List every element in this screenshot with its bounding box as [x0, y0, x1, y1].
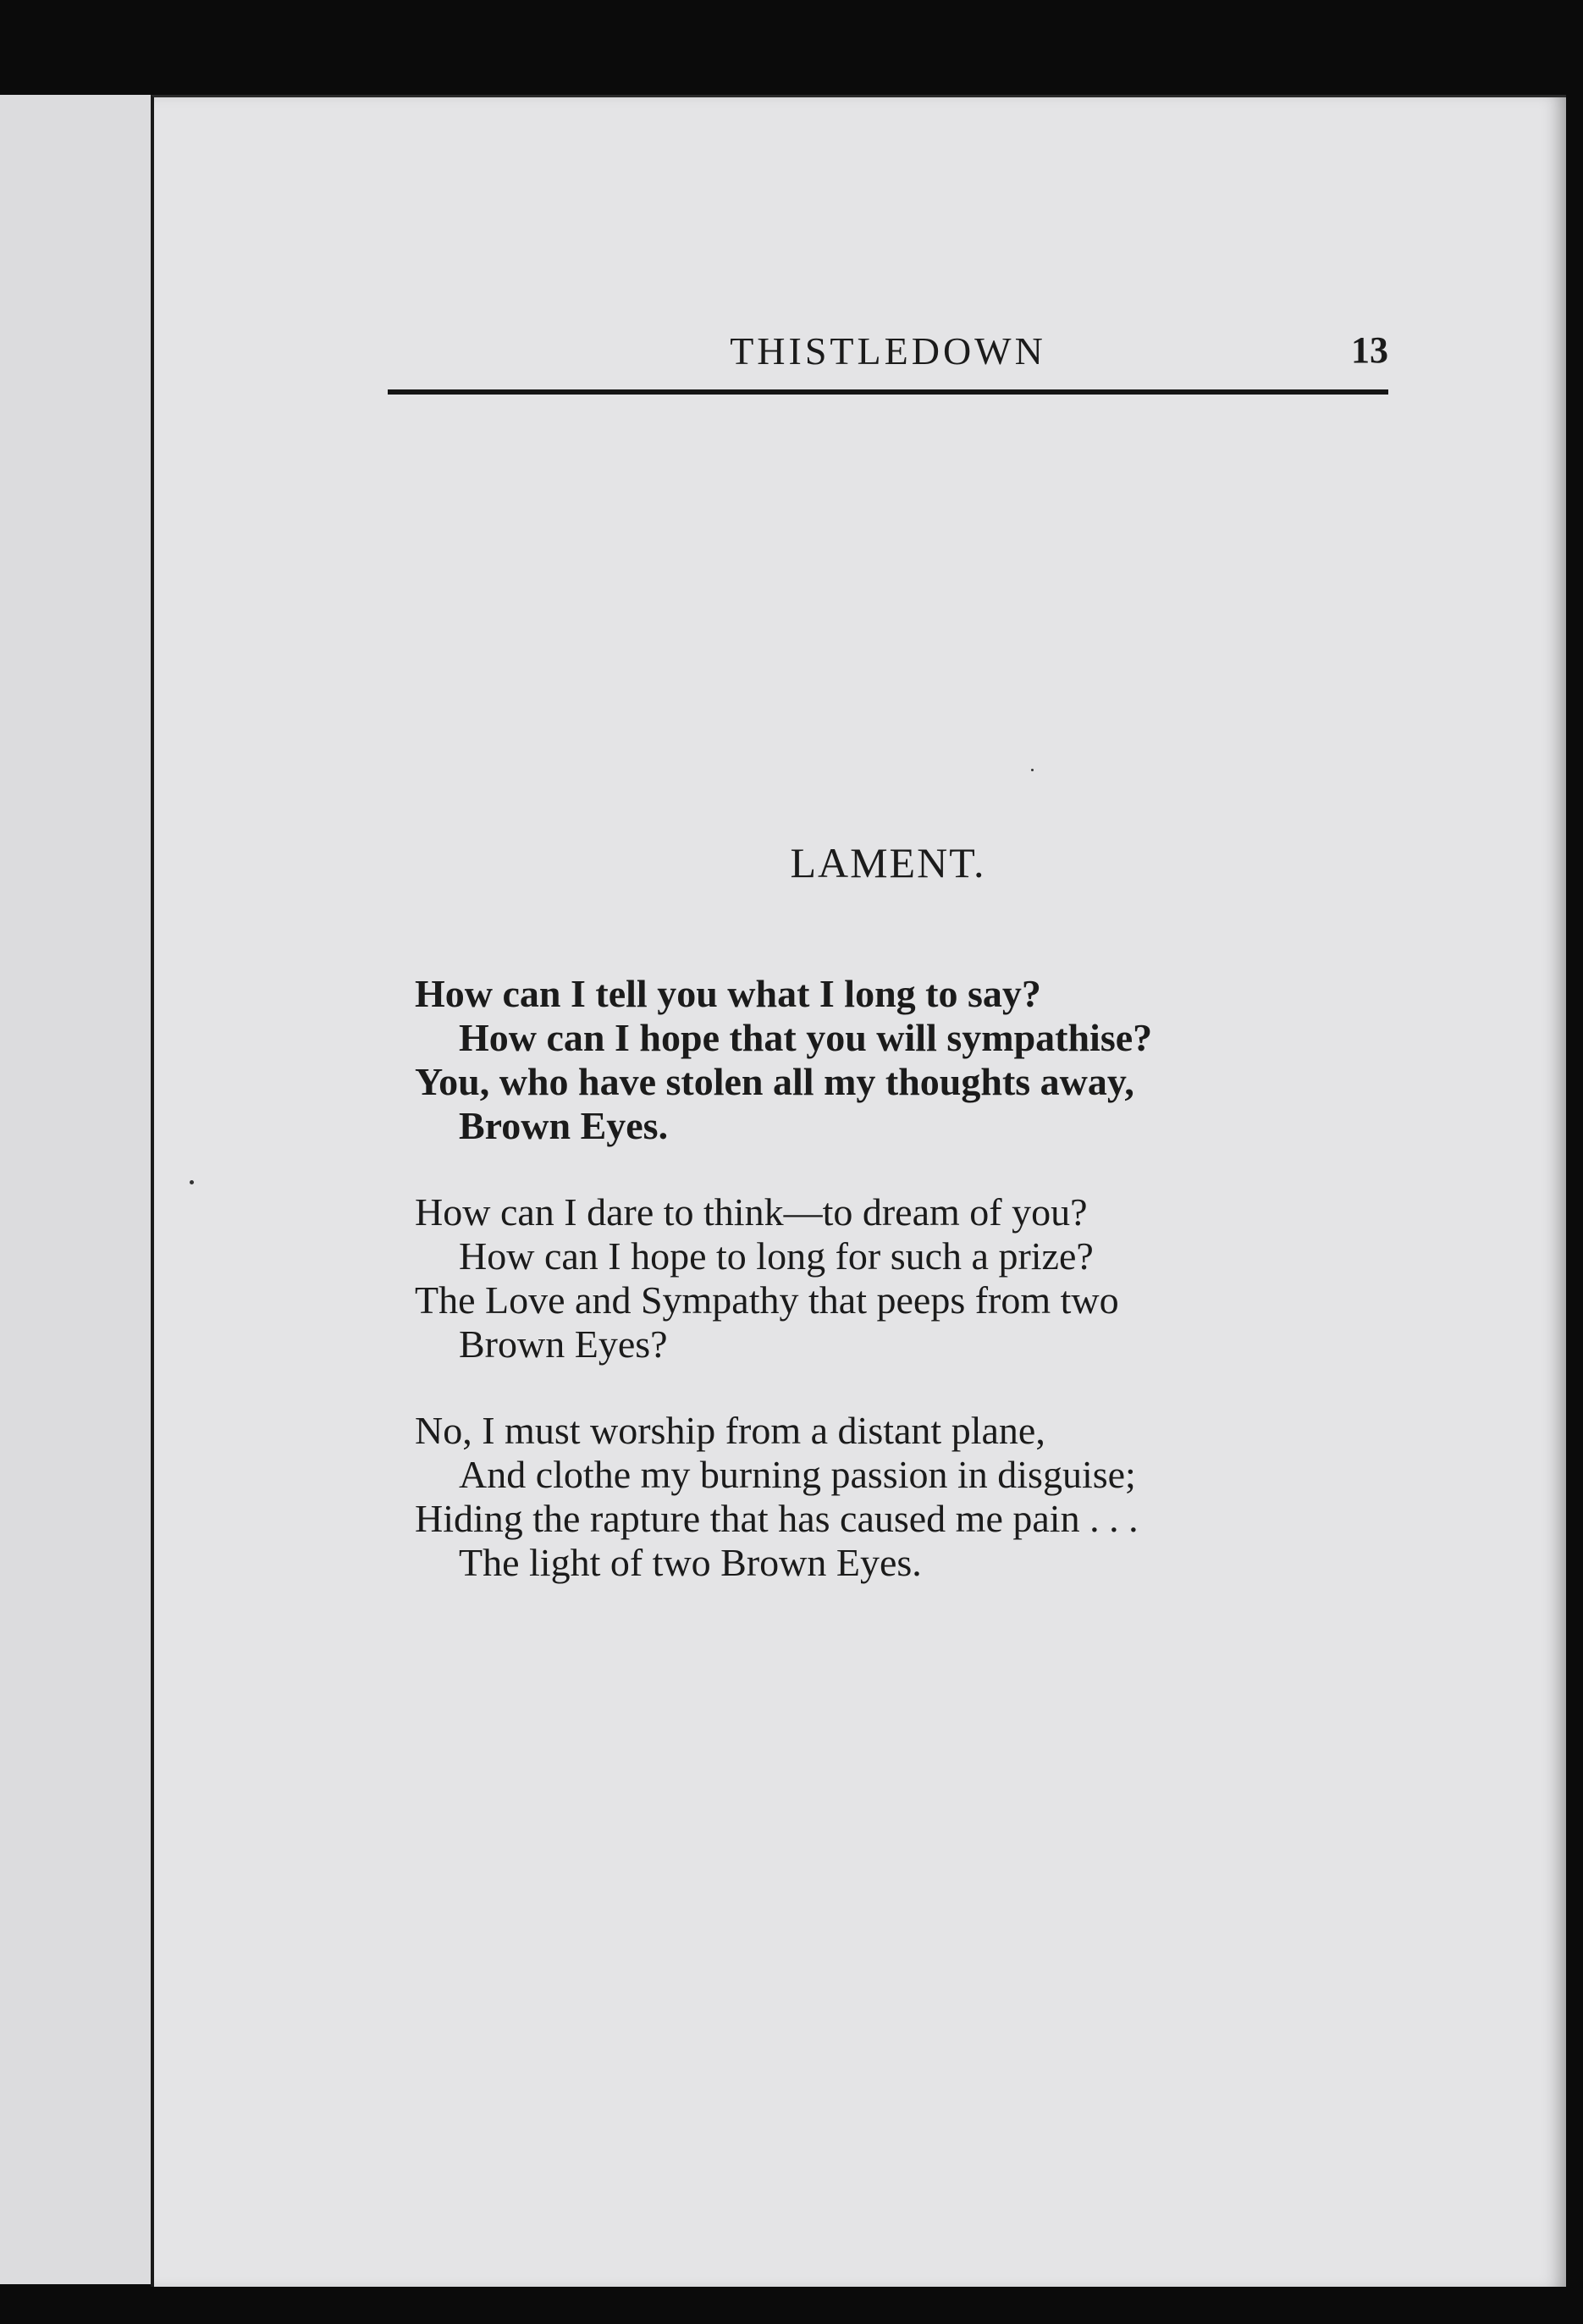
running-head	[388, 328, 1388, 379]
stanza-1	[415, 972, 1388, 1148]
poem-line: Brown Eyes?	[459, 1322, 668, 1366]
poem-line: How can I tell you what I long to say?	[415, 972, 1041, 1015]
poem-line: No, I must worship from a distant plane,	[415, 1409, 1045, 1452]
header-rule	[388, 389, 1388, 395]
poem-line: How can I dare to think—to dream of you?	[415, 1190, 1088, 1234]
scan-speck	[1031, 769, 1034, 771]
scan-speck	[190, 1180, 194, 1184]
running-title: THISTLEDOWN	[730, 329, 1046, 373]
facing-page-edge	[0, 95, 151, 2284]
stanza-2	[415, 1190, 1388, 1366]
poem-line: How can I hope that you will sympathise?	[459, 1016, 1153, 1059]
poem-line: Brown Eyes.	[459, 1104, 669, 1147]
poem-line: How can I hope to long for such a prize?	[459, 1234, 1094, 1278]
poem-line: You, who have stolen all my thoughts away,	[415, 1060, 1134, 1103]
poem-line: The light of two Brown Eyes.	[459, 1541, 922, 1584]
poem-body	[415, 972, 1388, 1627]
stanza-3	[415, 1409, 1388, 1585]
poem-line: Hiding the rapture that has caused me pain . . .	[415, 1497, 1139, 1540]
poem-line: And clothe my burning passion in disguise;	[459, 1453, 1136, 1496]
page-number: 13	[1351, 329, 1388, 371]
poem-title: LAMENT.	[790, 839, 986, 886]
poem-line: The Love and Sympathy that peeps from two	[415, 1278, 1119, 1322]
